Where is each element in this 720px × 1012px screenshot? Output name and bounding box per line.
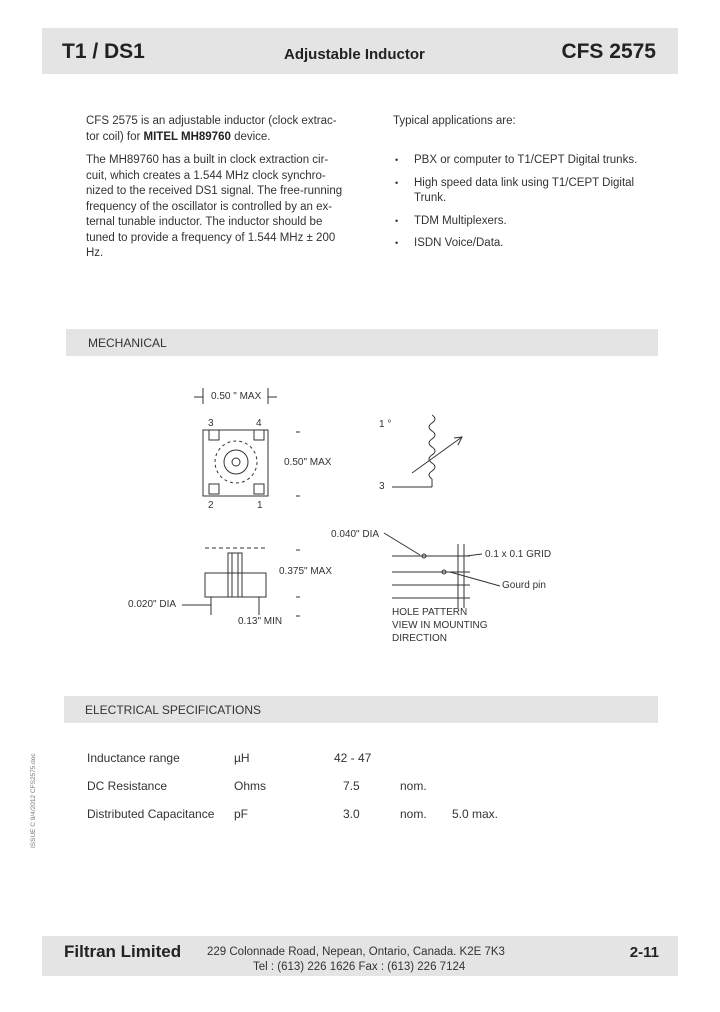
footer-page-number: 2-11 — [629, 944, 659, 961]
pin-2-bottom-label: 2 — [208, 500, 214, 511]
header-right-title: CFS 2575 — [561, 40, 656, 63]
spec-unit: pF — [234, 807, 249, 821]
pin-dia-label: 0.020" DIA — [128, 599, 177, 610]
pin-4-top-label: 4 — [256, 418, 262, 429]
spec-param: Inductance range — [87, 751, 180, 765]
intro-paragraph-2 — [86, 153, 366, 262]
intro-p2-line: ternal tunable inductor. The inductor should be — [86, 216, 323, 228]
footer-telephone: Tel : (613) 226 1626 Fax : (613) 226 7124 — [253, 961, 466, 973]
hole-pattern-label-line: HOLE PATTERN — [392, 607, 468, 618]
spec-value: 7.5 — [343, 779, 360, 793]
mechanical-title: MECHANICAL — [88, 336, 167, 350]
pin-length-label: 0.13" MIN — [238, 616, 283, 627]
header-left-title: T1 / DS1 — [62, 40, 145, 63]
spec-value: 3.0 — [343, 807, 360, 821]
grid-label: 0.1 x 0.1 GRID — [485, 549, 552, 560]
spec-row — [87, 807, 567, 823]
footer-company: Filtran Limited — [64, 942, 182, 961]
spec-row — [87, 751, 567, 767]
hole-dia-label: 0.040" DIA — [331, 529, 380, 540]
spec-max: 5.0 max. — [452, 807, 499, 821]
mitel-part: MITEL MH89760 — [143, 130, 231, 143]
pin-1-bottom-label: 1 — [257, 500, 263, 511]
electrical-title: ELECTRICAL SPECIFICATIONS — [85, 703, 262, 717]
application-item: • High speed data link using T1/CEPT Digital Trunk. — [393, 176, 644, 207]
intro-p2-line: frequency of the oscillator is controlled by an ex- — [86, 200, 333, 213]
schematic-pin-1-label: 1 ° — [379, 419, 392, 430]
intro-paragraph-1 — [86, 114, 366, 145]
pin-3-top-label: 3 — [208, 418, 214, 429]
spec-param: DC Resistance — [87, 779, 168, 793]
application-item: • ISDN Voice/Data. — [393, 236, 663, 252]
hole-pattern-drawing — [384, 533, 500, 608]
hole-pattern-label-line: DIRECTION — [392, 633, 447, 644]
intro-p2-line: The MH89760 has a built in clock extraction cir- — [86, 154, 329, 166]
intro-p2-line: cuit, which creates a 1.544 MHz clock synchro- — [86, 169, 326, 182]
dim-height-label: 0.50" MAX — [284, 457, 332, 468]
applications-list — [393, 153, 663, 259]
document-revision-note: ISSUE C 9/4/2012 CFS2575.doc — [30, 753, 37, 848]
mechanical-drawing — [0, 360, 720, 660]
intro-p2-line: tuned to provide a frequency of 1.544 MHz ± 200 — [86, 231, 336, 244]
applications-heading: Typical applications are: — [393, 115, 516, 127]
side-height-label: 0.375" MAX — [279, 566, 333, 577]
spec-unit: Ohms — [234, 779, 267, 793]
schematic-pin-3-label: 3 — [379, 481, 385, 492]
dim-width-label: 0.50 " MAX — [211, 391, 262, 402]
side-view-drawing — [182, 548, 300, 616]
application-item: • PBX or computer to T1/CEPT Digital trunks. — [393, 153, 663, 169]
intro-p2-line: nized to the received DS1 signal. The free-running — [86, 185, 343, 197]
spec-param: Distributed Capacitance — [87, 807, 215, 821]
ground-pin-label: Gourd pin — [502, 580, 546, 591]
spec-unit: µH — [234, 751, 250, 765]
top-view-drawing — [194, 388, 300, 496]
intro-p1-line1: CFS 2575 is an adjustable inductor (clock extrac- — [86, 115, 337, 127]
spec-note: nom. — [400, 779, 427, 793]
intro-p2-line: Hz. — [86, 247, 104, 259]
electrical-section-bar — [64, 696, 658, 723]
hole-pattern-label-line: VIEW IN MOUNTING — [392, 620, 488, 631]
spec-note: nom. — [400, 807, 427, 821]
header-center-title: Adjustable Inductor — [284, 46, 425, 63]
intro-p1-line2: tor coil) for MITEL MH89760 device. — [86, 130, 271, 143]
mechanical-section-bar — [66, 329, 658, 356]
spec-value: 42 - 47 — [334, 751, 372, 765]
footer-address: 229 Colonnade Road, Nepean, Ontario, Canada. K2E 7K3 — [207, 946, 505, 958]
application-item: • TDM Multiplexers. — [393, 214, 663, 230]
spec-row — [87, 779, 567, 795]
schematic-drawing — [392, 415, 462, 487]
